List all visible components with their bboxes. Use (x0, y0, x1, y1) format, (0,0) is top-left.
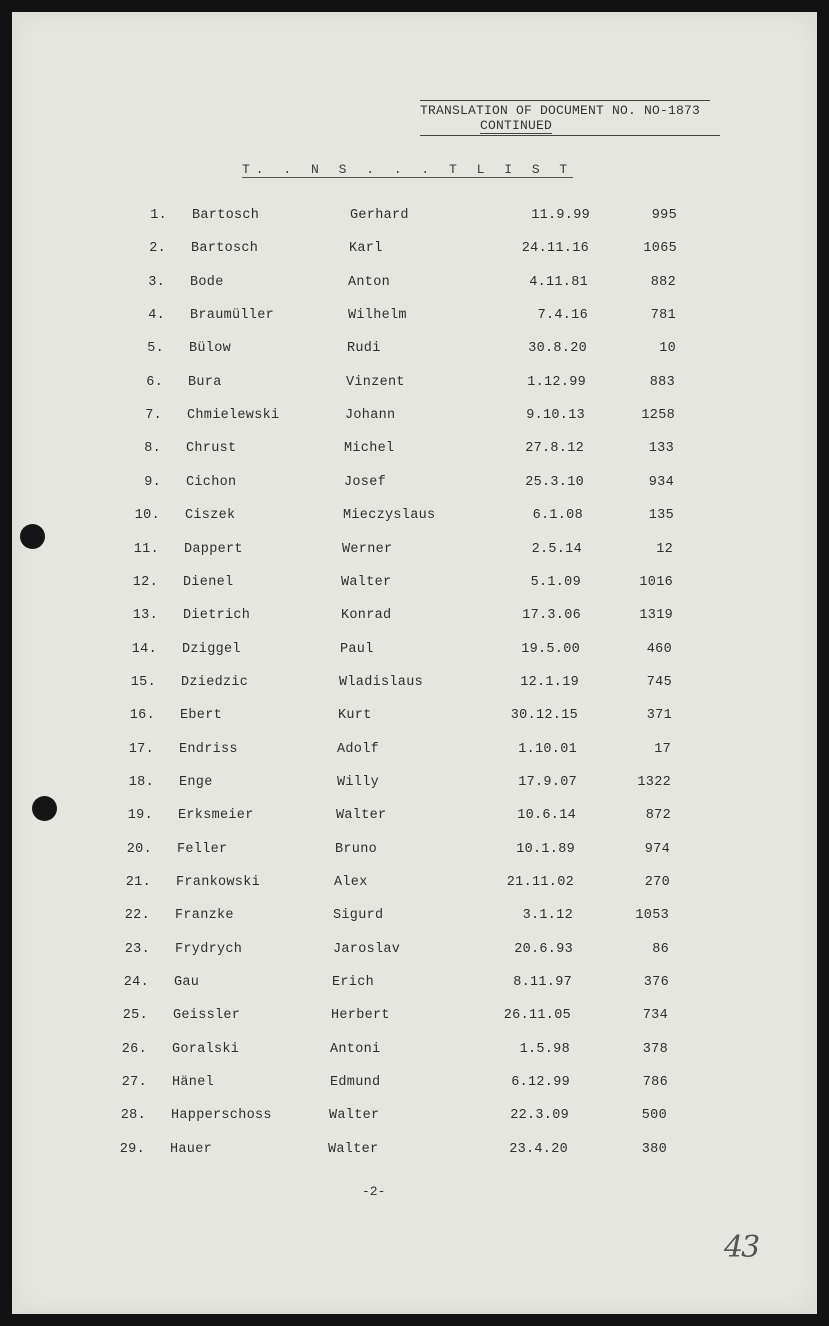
entry-given-name: Mieczyslaus (343, 508, 436, 524)
header-translation-line: TRANSLATION OF DOCUMENT NO. NO-1873 (420, 100, 710, 118)
entry-given-name: Bruno (335, 841, 378, 857)
entry-number: 10. (134, 508, 160, 524)
entry-given-name: Edmund (330, 1075, 381, 1091)
entry-birthdate: 17.3.06 (522, 608, 581, 624)
entry-given-name: Sigurd (333, 908, 384, 924)
list-row (12, 1142, 817, 1162)
entry-surname: Franzke (175, 908, 234, 924)
entry-given-name: Herbert (331, 1008, 390, 1024)
entry-given-name: Antoni (330, 1041, 381, 1057)
entry-given-name: Alex (334, 875, 368, 890)
entry-number: 21. (125, 875, 151, 890)
list-row (12, 575, 817, 595)
entry-id-number: 380 (641, 1141, 667, 1157)
entry-birthdate: 10.1.89 (516, 841, 575, 857)
entry-birthdate: 27.8.12 (525, 441, 584, 457)
entry-given-name: Willy (337, 774, 380, 790)
entry-surname: Hänel (172, 1075, 215, 1091)
entry-birthdate: 4.11.81 (529, 274, 588, 290)
entry-number: 5. (147, 341, 164, 357)
entry-birthdate: 20.6.93 (514, 941, 573, 957)
entry-id-number: 1258 (641, 408, 675, 424)
list-row (12, 508, 817, 528)
entry-id-number: 883 (649, 374, 675, 390)
entry-surname: Happerschoss (171, 1108, 272, 1124)
entry-id-number: 734 (642, 1008, 668, 1024)
entry-birthdate: 17.9.07 (518, 774, 577, 790)
header-continued-line: CONTINUED (479, 118, 552, 133)
entry-id-number: 10 (659, 341, 676, 357)
entry-number: 13. (132, 608, 158, 624)
entry-id-number: 500 (641, 1108, 667, 1124)
entry-surname: Erksmeier (178, 808, 254, 824)
entry-number: 29. (119, 1141, 145, 1157)
entry-number: 8. (144, 441, 161, 457)
list-row (12, 775, 817, 795)
entry-surname: Frydrych (175, 941, 243, 957)
entry-number: 7. (145, 408, 162, 424)
list-row (12, 908, 817, 928)
entry-given-name: Wilhelm (348, 308, 407, 324)
entry-birthdate: 22.3.09 (510, 1108, 569, 1124)
entry-given-name: Karl (349, 241, 383, 257)
entry-given-name: Walter (336, 808, 387, 824)
entry-number: 18. (128, 774, 154, 790)
entry-birthdate: 5.1.09 (530, 574, 581, 590)
entry-birthdate: 24.11.16 (521, 241, 589, 257)
entry-surname: Dietrich (183, 608, 251, 624)
entry-given-name: Konrad (341, 608, 392, 624)
entry-birthdate: 1.12.99 (527, 374, 586, 390)
entry-id-number: 376 (643, 975, 669, 991)
entry-birthdate: 1.5.98 (519, 1041, 570, 1057)
entry-given-name: Vinzent (346, 374, 405, 390)
list-row (12, 475, 817, 495)
entry-birthdate: 26.11.05 (503, 1008, 571, 1024)
entry-number: 6. (146, 374, 163, 390)
entry-id-number: 12 (656, 541, 673, 557)
entry-surname: Gau (174, 975, 200, 991)
entry-birthdate: 6.12.99 (511, 1075, 570, 1091)
entry-id-number: 1322 (637, 774, 671, 790)
list-row (12, 808, 817, 828)
entry-surname: Ciszek (185, 508, 236, 524)
entry-birthdate: 21.11.02 (506, 875, 574, 890)
entry-number: 14. (131, 641, 157, 657)
list-row (12, 1108, 817, 1128)
entry-given-name: Josef (344, 474, 387, 490)
entry-id-number: 460 (646, 641, 672, 657)
entry-number: 9. (144, 474, 161, 490)
entry-birthdate: 8.11.97 (513, 975, 572, 991)
entry-number: 17. (128, 741, 154, 757)
page-number: -2- (362, 1184, 386, 1199)
list-row (12, 842, 817, 862)
entry-surname: Enge (179, 774, 213, 790)
list-row (12, 308, 817, 328)
list-row (12, 742, 817, 762)
entry-surname: Bartosch (191, 241, 259, 257)
entry-birthdate: 1.10.01 (518, 741, 577, 757)
entry-surname: Dienel (183, 574, 234, 590)
entry-id-number: 86 (652, 941, 669, 957)
entry-id-number: 745 (646, 674, 672, 690)
entry-number: 26. (121, 1041, 147, 1057)
entry-surname: Hauer (170, 1141, 213, 1157)
entry-given-name: Walter (328, 1141, 379, 1157)
entry-id-number: 1065 (643, 241, 677, 257)
entry-given-name: Johann (345, 408, 396, 424)
entry-surname: Bülow (189, 341, 232, 357)
entry-birthdate: 25.3.10 (525, 474, 584, 490)
entry-id-number: 17 (654, 741, 671, 757)
header-rule (420, 135, 720, 136)
entry-birthdate: 12.1.19 (520, 674, 579, 690)
entry-given-name: Werner (342, 541, 393, 557)
entry-id-number: 974 (644, 841, 670, 857)
entry-number: 15. (130, 674, 156, 690)
entry-surname: Bura (188, 374, 222, 390)
list-title-text: T. . N S . . . T L I S T (242, 162, 574, 177)
document-page (12, 12, 817, 1314)
list-row (12, 375, 817, 395)
entry-number: 28. (120, 1108, 146, 1124)
entry-birthdate: 30.12.15 (510, 708, 578, 724)
entry-number: 1. (150, 208, 167, 223)
entry-id-number: 270 (644, 875, 670, 890)
list-row (12, 241, 817, 261)
entry-surname: Feller (177, 841, 228, 857)
entry-birthdate: 2.5.14 (531, 541, 582, 557)
entry-surname: Ebert (180, 708, 223, 724)
list-row (12, 642, 817, 662)
entry-surname: Dziggel (182, 641, 241, 657)
entry-surname: Dappert (184, 541, 243, 557)
entry-given-name: Anton (348, 274, 391, 290)
entry-surname: Frankowski (176, 875, 261, 890)
entry-id-number: 1016 (639, 574, 673, 590)
entry-surname: Chmielewski (187, 408, 280, 424)
list-title (242, 162, 573, 177)
entry-number: 4. (148, 308, 165, 324)
entry-given-name: Paul (340, 641, 374, 657)
list-row (12, 275, 817, 295)
handwritten-page-number: 43 (724, 1230, 759, 1265)
entry-id-number: 1319 (639, 608, 673, 624)
list-row (12, 942, 817, 962)
entry-id-number: 882 (650, 274, 676, 290)
list-row (12, 341, 817, 361)
entry-surname: Bartosch (192, 208, 260, 223)
entry-birthdate: 19.5.00 (521, 641, 580, 657)
entry-number: 24. (123, 975, 149, 991)
list-row (12, 208, 817, 228)
list-row (12, 542, 817, 562)
entry-birthdate: 23.4.20 (509, 1141, 568, 1157)
entry-number: 27. (121, 1075, 147, 1091)
entry-given-name: Kurt (338, 708, 372, 724)
document-header (420, 100, 722, 134)
entry-given-name: Walter (329, 1108, 380, 1124)
entry-given-name: Rudi (347, 341, 381, 357)
entry-given-name: Walter (341, 574, 392, 590)
entry-number: 2. (149, 241, 166, 257)
entry-birthdate: 9.10.13 (526, 408, 585, 424)
entry-given-name: Gerhard (350, 208, 409, 223)
entry-number: 23. (124, 941, 150, 957)
entry-birthdate: 10.6.14 (517, 808, 576, 824)
entry-number: 12. (132, 574, 158, 590)
entry-surname: Chrust (186, 441, 237, 457)
entry-surname: Bode (190, 274, 224, 290)
entry-id-number: 995 (651, 208, 677, 223)
entry-id-number: 781 (650, 308, 676, 324)
entry-surname: Goralski (172, 1041, 240, 1057)
entry-surname: Geissler (173, 1008, 241, 1024)
entry-number: 20. (126, 841, 152, 857)
entry-id-number: 786 (642, 1075, 668, 1091)
list-row (12, 608, 817, 628)
list-row (12, 1042, 817, 1062)
entry-birthdate: 3.1.12 (522, 908, 573, 924)
entry-given-name: Adolf (337, 741, 380, 757)
entry-birthdate: 30.8.20 (528, 341, 587, 357)
list-row (12, 675, 817, 695)
entry-id-number: 133 (648, 441, 674, 457)
entry-surname: Endriss (179, 741, 238, 757)
entry-birthdate: 11.9.99 (531, 208, 590, 223)
entry-id-number: 371 (646, 708, 672, 724)
entry-given-name: Erich (332, 975, 375, 991)
entry-id-number: 135 (648, 508, 674, 524)
list-row (12, 708, 817, 728)
entry-number: 16. (129, 708, 155, 724)
list-row (12, 408, 817, 428)
entry-id-number: 378 (642, 1041, 668, 1057)
entry-id-number: 872 (645, 808, 671, 824)
entry-surname: Dziedzic (181, 674, 249, 690)
entry-number: 22. (124, 908, 150, 924)
entry-surname: Braumüller (190, 308, 275, 324)
list-row (12, 875, 817, 895)
entry-id-number: 934 (648, 474, 674, 490)
entry-birthdate: 7.4.16 (537, 308, 588, 324)
list-row (12, 1075, 817, 1095)
list-row (12, 975, 817, 995)
entry-number: 19. (127, 808, 153, 824)
entry-surname: Cichon (186, 474, 237, 490)
list-row (12, 441, 817, 461)
entry-number: 11. (133, 541, 159, 557)
entry-number: 3. (148, 274, 165, 290)
entry-given-name: Michel (344, 441, 395, 457)
entry-birthdate: 6.1.08 (532, 508, 583, 524)
entry-given-name: Wladislaus (339, 674, 424, 690)
entry-id-number: 1053 (635, 908, 669, 924)
entry-number: 25. (122, 1008, 148, 1024)
entry-given-name: Jaroslav (333, 941, 401, 957)
list-row (12, 1008, 817, 1028)
